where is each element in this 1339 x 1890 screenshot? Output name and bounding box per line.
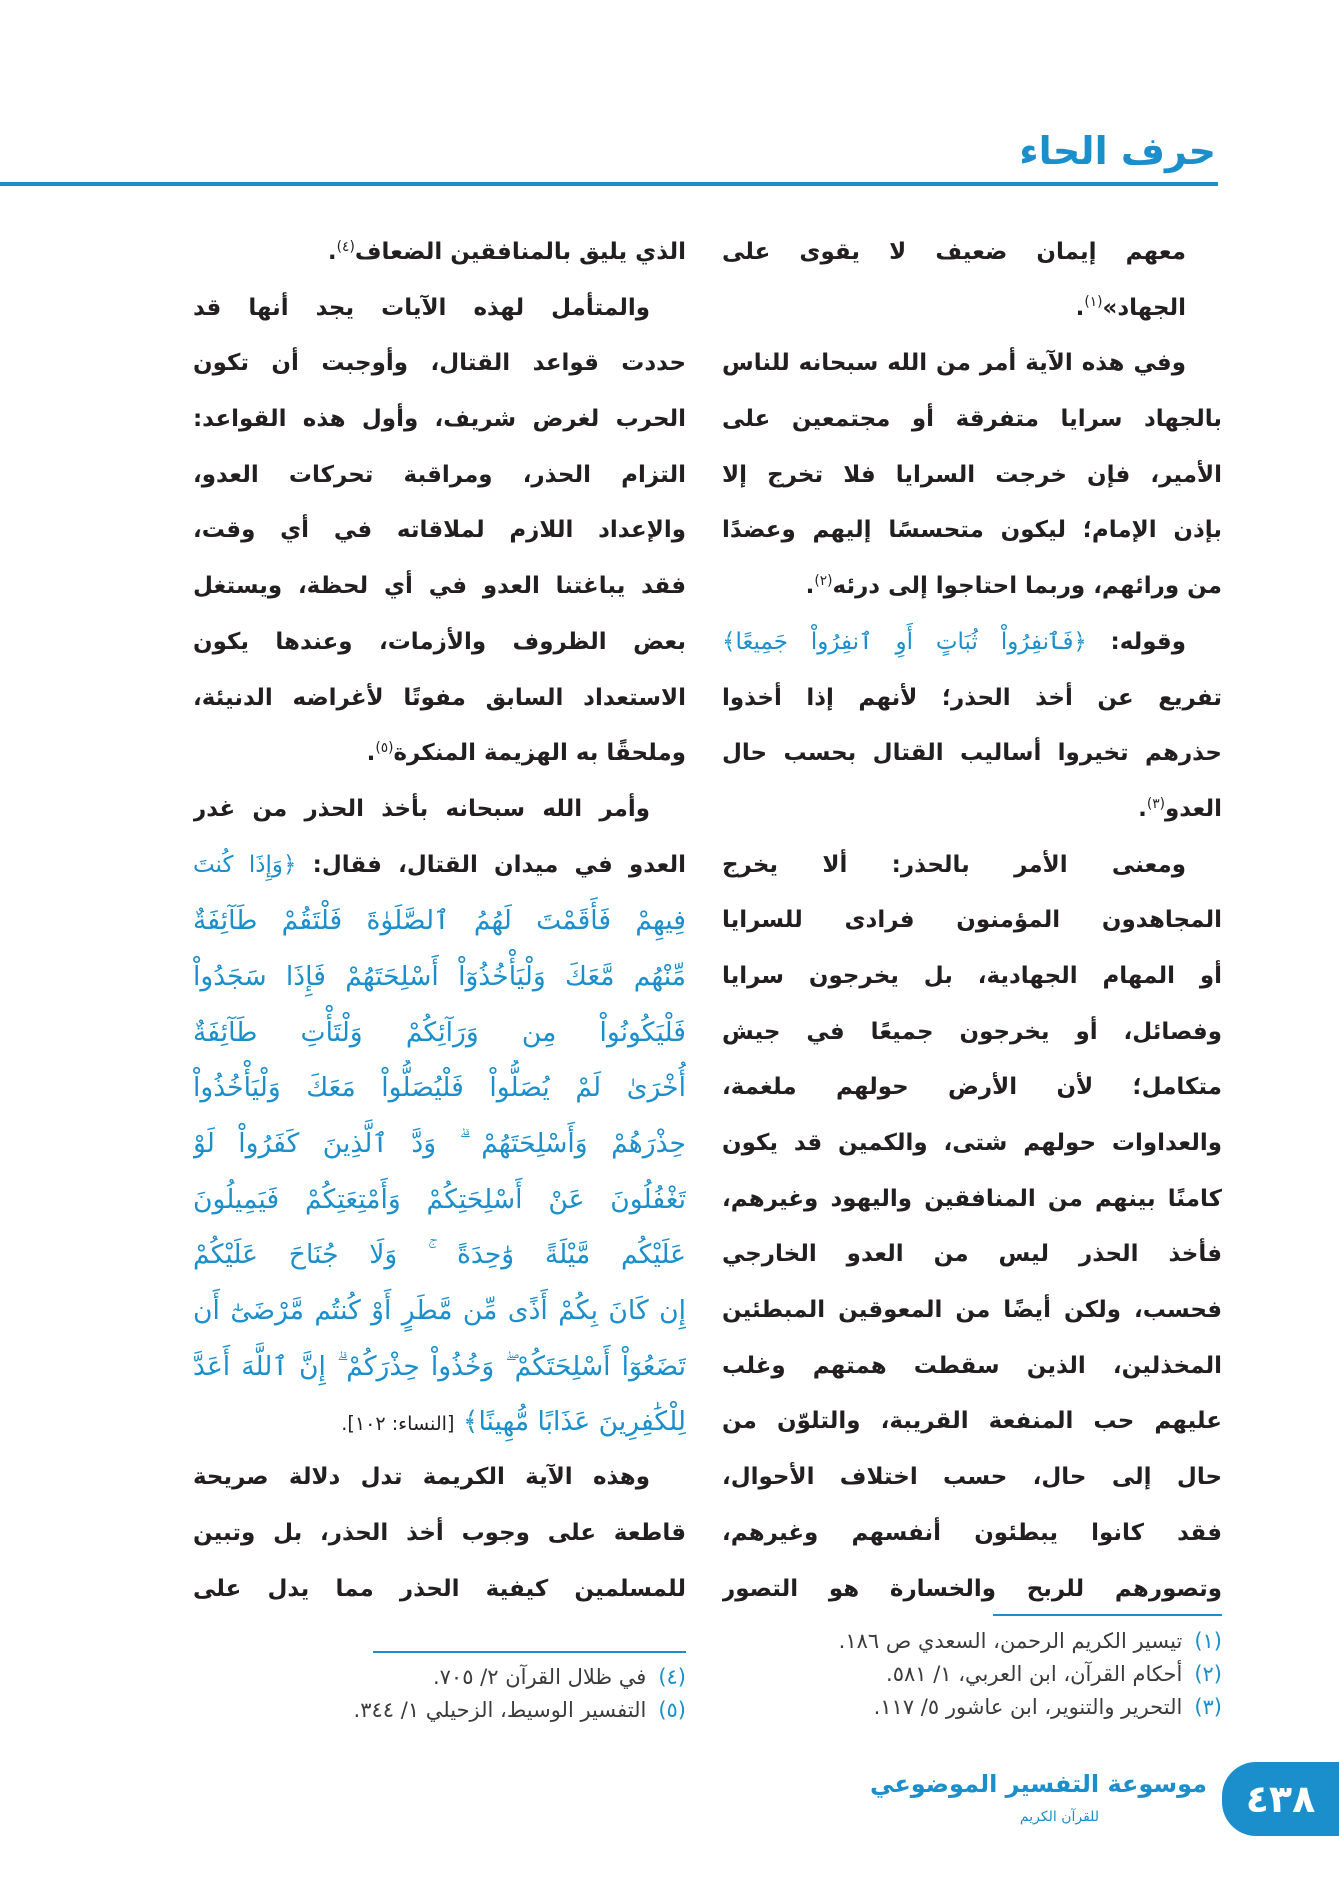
- text-line: [193, 225, 686, 281]
- quran-verse-line: أُخْرَىٰ لَمْ يُصَلُّواْ فَلْيُصَلُّواْ مَعَكَ وَلْيَأْخُذُواْ: [193, 1072, 686, 1104]
- series-logo: [870, 1762, 1207, 1836]
- text-line: بإذن الإمام؛ ليكون متحسسًا إليهم وعضدًا: [722, 517, 1222, 544]
- page-number: ٤٣٨: [1222, 1762, 1339, 1836]
- footnote-number: (١): [1194, 1629, 1222, 1653]
- footnote-separator: [373, 1651, 686, 1653]
- series-title: موسوعة التفسير الموضوعي: [870, 1770, 1207, 1798]
- line-punctuation: .: [366, 740, 376, 767]
- line-text: العدو في ميدان القتال، فقال:: [296, 851, 686, 878]
- text-line: حذرهم تخيروا أساليب القتال بحسب حال: [722, 740, 1222, 767]
- line-text: العدو: [1164, 795, 1222, 822]
- text-line: المخذلين، الذين سقطت همتهم وغلب: [722, 1352, 1222, 1379]
- text-line: معهم إيمان ضعيف لا يقوى على: [722, 239, 1186, 265]
- quran-verse-line: [193, 1394, 686, 1450]
- text-line: فأخذ الحذر ليس من العدو الخارجي: [722, 1241, 1222, 1268]
- text-line: كامنًا بينهم من المنافقين واليهود وغيرهم،: [722, 1185, 1222, 1212]
- text-line: للمسلمين كيفية الحذر مما يدل على: [193, 1575, 686, 1602]
- text-line: الحرب لغرض شريف، وأول هذه القواعد:: [193, 406, 686, 433]
- footnote: [722, 1625, 1222, 1658]
- line-text: وملحقًا به الهزيمة المنكرة: [393, 740, 686, 767]
- line-punctuation: .: [1075, 294, 1085, 321]
- quran-verse-line: عَلَيْكُم مَّيْلَةً وَٰحِدَةً ۚ وَلَا جُنَاحَ عَلَيْكُمْ: [193, 1239, 686, 1271]
- text-line: [722, 281, 1222, 337]
- footnote-separator: [993, 1614, 1222, 1616]
- text-line: [193, 726, 686, 782]
- text-line: فقد كانوا يبطئون أنفسهم وغيرهم،: [722, 1519, 1222, 1546]
- footnotes-left: [193, 1661, 686, 1727]
- line-text: الذي يليق بالمنافقين الضعاف: [354, 239, 686, 265]
- line-text: وقوله:: [1086, 628, 1187, 655]
- footnote-ref: (٢): [814, 572, 833, 589]
- quran-verse-line: فَلْيَكُونُواْ مِن وَرَآئِكُمْ وَلْتَأْتِ طَآئِفَةٌ: [193, 1016, 686, 1048]
- line-punctuation: .: [805, 573, 815, 600]
- footnote: [193, 1661, 686, 1694]
- text-line: فحسب، ولكن أيضًا من المعوقين المبطئين: [722, 1297, 1222, 1324]
- footnote-text: أحكام القرآن، ابن العربي، ١/ ٥٨١.: [886, 1662, 1183, 1686]
- footnote-number: (٣): [1194, 1695, 1222, 1719]
- text-line: وفي هذه الآية أمر من الله سبحانه للناس: [722, 350, 1186, 377]
- text-line: والمتأمل لهذه الآيات يجد أنها قد: [193, 294, 650, 321]
- text-line: الأمير، فإن خرجت السرايا فلا تخرج إلا: [722, 461, 1222, 488]
- quran-verse-text: ﴿وَإِذَا كُنتَ: [193, 851, 297, 878]
- line-text: الجهاد»: [1102, 294, 1186, 321]
- line-text: من ورائهم، وربما احتاجوا إلى درئه: [832, 573, 1222, 600]
- text-line: عليهم حب المنفعة القريبة، والتلوّن من: [722, 1408, 1222, 1435]
- text-line: وأمر الله سبحانه بأخذ الحذر من غدر: [193, 795, 650, 822]
- text-line: وتصورهم للربح والخسارة هو التصور: [722, 1575, 1222, 1602]
- footnotes-right: [722, 1625, 1222, 1724]
- quran-verse-line: إِن كَانَ بِكُمْ أَذًى مِّن مَّطَرٍ أَوْ كُنتُم مَّرْضَىٰٓ أَن: [193, 1295, 686, 1327]
- quran-verse-line: تَغْفُلُونَ عَنْ أَسْلِحَتِكُمْ وَأَمْتِعَتِكُمْ فَيَمِيلُونَ: [193, 1183, 686, 1215]
- header-divider: [0, 182, 1218, 186]
- text-line: [722, 615, 1222, 671]
- footnote: [193, 1694, 686, 1727]
- footnote-text: تيسير الكريم الرحمن، السعدي ص ١٨٦.: [838, 1629, 1183, 1653]
- text-line: بالجهاد سرايا متفرقة أو مجتمعين على: [722, 406, 1222, 433]
- footnote-text: التحرير والتنوير، ابن عاشور ٥/ ١١٧.: [873, 1695, 1183, 1719]
- footnote: [722, 1658, 1222, 1691]
- text-line: [722, 782, 1222, 838]
- text-line: المجاهدون المؤمنون فرادى للسرايا: [722, 907, 1222, 934]
- left-text-column: [193, 225, 686, 1617]
- text-line: الاستعداد السابق مفوتًا لأغراضه الدنيئة،: [193, 684, 686, 711]
- line-punctuation: .: [1138, 795, 1147, 822]
- text-line: حال إلى حال، حسب اختلاف الأحوال،: [722, 1464, 1222, 1491]
- text-line: وهذه الآية الكريمة تدل دلالة صريحة: [193, 1464, 650, 1491]
- line-punctuation: .: [327, 239, 337, 265]
- footnote-number: (٢): [1194, 1662, 1222, 1686]
- text-line: وفصائل، أو يخرجون جميعًا في جيش: [722, 1018, 1222, 1045]
- text-line: التزام الحذر، ومراقبة تحركات العدو،: [193, 461, 686, 488]
- text-line: [193, 838, 686, 894]
- footnote-text: في ظلال القرآن ٢/ ٧٠٥.: [432, 1665, 647, 1689]
- quran-verse-line: حِذْرَهُمْ وَأَسْلِحَتَهُمْ ۗ وَدَّ ٱلَّذِينَ كَفَرُواْ لَوْ: [193, 1128, 686, 1159]
- text-line: والإعداد اللازم لملاقاته في أي وقت،: [193, 517, 686, 544]
- footnote-ref: (٣): [1146, 795, 1165, 812]
- text-line: فقد يباغتنا العدو في أي لحظة، ويستغل: [193, 573, 686, 600]
- quran-verse-line: تَضَعُوٓاْ أَسْلِحَتَكُمْ ۖ وَخُذُواْ حِذْرَكُمْ ۗ إِنَّ ٱللَّهَ أَعَدَّ: [193, 1350, 686, 1382]
- footnote-ref: (٤): [336, 238, 355, 255]
- footnote-ref: (١): [1084, 294, 1103, 311]
- footnote-number: (٤): [658, 1665, 686, 1689]
- quran-verse-line: فِيهِمْ فَأَقَمْتَ لَهُمُ ٱلصَّلَوٰةَ فَلْتَقُمْ طَآئِفَةٌ: [193, 905, 686, 937]
- text-line: والعداوات حولهم شتى، والكمين قد يكون: [722, 1130, 1222, 1156]
- footnote-number: (٥): [658, 1698, 686, 1722]
- text-line: متكامل؛ لأن الأرض حولهم ملغمة،: [722, 1074, 1222, 1101]
- text-line: ومعنى الأمر بالحذر: ألا يخرج: [722, 851, 1186, 878]
- text-line: حددت قواعد القتال، وأوجبت أن تكون: [193, 350, 686, 377]
- series-subtitle: للقرآن الكريم: [1019, 1809, 1100, 1825]
- quran-verse-line: مِّنْهُم مَّعَكَ وَلْيَأْخُذُوٓاْ أَسْلِحَتَهُمْ فَإِذَا سَجَدُواْ: [193, 960, 686, 992]
- text-line: تفريع عن أخذ الحذر؛ لأنهم إذا أخذوا: [722, 684, 1222, 711]
- footnote-ref: (٥): [375, 739, 394, 756]
- footnote-text: التفسير الوسيط، الزحيلي ١/ ٣٤٤.: [353, 1698, 647, 1722]
- chapter-title: حرف الحاء: [1019, 129, 1216, 173]
- text-line: أو المهام الجهادية، بل يخرجون سرايا: [722, 962, 1222, 989]
- text-line: بعض الظروف والأزمات، وعندها يكون: [193, 628, 686, 655]
- quran-verse-text: ﴿فَٱنفِرُواْ ثُبَاتٍ أَوِ ٱنفِرُواْ جَمِيعًا﴾: [722, 628, 1087, 655]
- verse-citation: [النساء: ١٠٢].: [341, 1412, 455, 1436]
- footnote: [722, 1691, 1222, 1724]
- text-line: قاطعة على وجوب أخذ الحذر، بل وتبين: [193, 1519, 686, 1546]
- text-line: [722, 559, 1222, 615]
- quran-verse-text: لِلْكَٰفِرِينَ عَذَابًا مُّهِينًا﴾: [462, 1406, 686, 1438]
- right-text-column: [722, 225, 1222, 1617]
